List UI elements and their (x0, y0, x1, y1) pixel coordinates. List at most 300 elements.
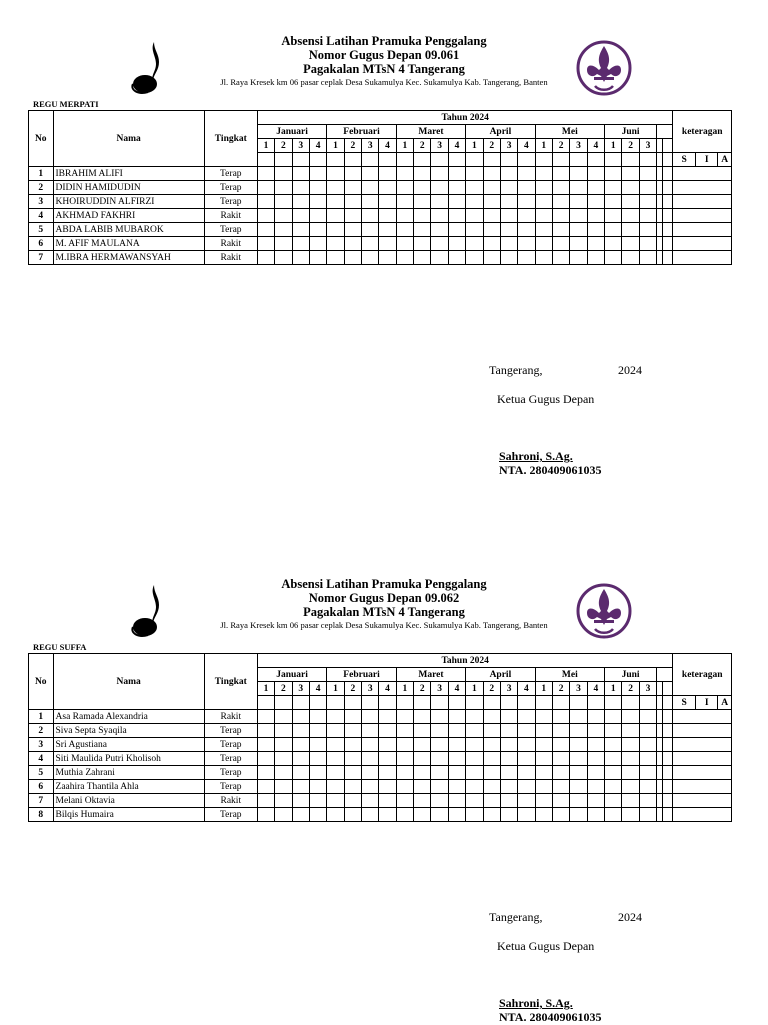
attendance-cell (275, 752, 292, 766)
month-juni: Juni (605, 125, 657, 139)
attendance-cell (344, 181, 361, 195)
row-name: ABDA LABIB MUBAROK (53, 223, 204, 237)
attendance-cell (275, 780, 292, 794)
attendance-cell (587, 209, 604, 223)
attendance-cell (570, 710, 587, 724)
signature-place (489, 910, 542, 925)
attendance-cell (327, 738, 344, 752)
attendance-cell (292, 780, 309, 794)
week-number: 1 (396, 682, 413, 696)
row-tingkat: Terap (204, 223, 257, 237)
attendance-cell (483, 710, 500, 724)
attendance-cell (292, 766, 309, 780)
attendance-cell (466, 223, 483, 237)
attendance-cell (466, 766, 483, 780)
attendance-cell (414, 808, 431, 822)
attendance-cell (605, 223, 622, 237)
attendance-cell (448, 808, 465, 822)
signature-place (489, 363, 542, 378)
blank-cell (639, 153, 656, 167)
attendance-cell (379, 251, 396, 265)
attendance-cell (309, 752, 326, 766)
attendance-cell (344, 724, 361, 738)
row-name: KHOIRUDDIN ALFIRZI (53, 195, 204, 209)
attendance-cell (663, 710, 673, 724)
attendance-cell (570, 780, 587, 794)
keterangan-cell (673, 237, 732, 251)
attendance-cell (362, 223, 379, 237)
attendance-cell (448, 181, 465, 195)
attendance-cell (570, 195, 587, 209)
attendance-cell (448, 780, 465, 794)
attendance-cell (448, 794, 465, 808)
attendance-cell (500, 195, 517, 209)
blank-cell (396, 696, 413, 710)
attendance-cell (518, 195, 535, 209)
row-tingkat: Rakit (204, 710, 257, 724)
attendance-cell (587, 724, 604, 738)
attendance-cell (362, 209, 379, 223)
week-number: 3 (362, 139, 379, 153)
attendance-cell (535, 195, 552, 209)
week-number: 2 (344, 682, 361, 696)
blank-cell (309, 153, 326, 167)
attendance-cell (466, 710, 483, 724)
attendance-cell (663, 195, 673, 209)
attendance-cell (309, 710, 326, 724)
attendance-cell (379, 724, 396, 738)
attendance-cell (483, 752, 500, 766)
month-april: April (466, 668, 535, 682)
attendance-cell (275, 710, 292, 724)
blank-cell (483, 153, 500, 167)
blank-cell (414, 696, 431, 710)
attendance-cell (448, 738, 465, 752)
attendance-cell (362, 251, 379, 265)
attendance-cell (379, 808, 396, 822)
attendance-cell (622, 752, 639, 766)
attendance-cell (414, 167, 431, 181)
attendance-cell (448, 251, 465, 265)
blank-cell (275, 696, 292, 710)
attendance-cell (396, 237, 413, 251)
attendance-cell (605, 766, 622, 780)
tunas-kelapa-icon (128, 40, 168, 96)
attendance-cell (639, 223, 656, 237)
attendance-cell (431, 724, 448, 738)
attendance-cell (552, 752, 569, 766)
attendance-cell (327, 752, 344, 766)
attendance-cell (466, 195, 483, 209)
row-name: IBRAHIM ALIFI (53, 167, 204, 181)
week-number: 3 (292, 682, 309, 696)
week-number: 3 (570, 139, 587, 153)
header-nama: Nama (53, 654, 204, 710)
attendance-cell (605, 808, 622, 822)
attendance-cell (448, 752, 465, 766)
attendance-cell (309, 195, 326, 209)
attendance-cell (639, 181, 656, 195)
attendance-cell (622, 237, 639, 251)
attendance-cell (466, 237, 483, 251)
attendance-cell (663, 223, 673, 237)
attendance-cell (379, 237, 396, 251)
attendance-cell (414, 710, 431, 724)
month-april: April (466, 125, 535, 139)
attendance-cell (362, 738, 379, 752)
attendance-cell (518, 724, 535, 738)
attendance-cell (379, 766, 396, 780)
attendance-cell (414, 251, 431, 265)
row-tingkat: Terap (204, 808, 257, 822)
attendance-cell (663, 181, 673, 195)
attendance-cell (431, 181, 448, 195)
attendance-cell (570, 181, 587, 195)
attendance-cell (466, 752, 483, 766)
row-tingkat: Terap (204, 195, 257, 209)
attendance-cell (587, 237, 604, 251)
month-januari: Januari (257, 668, 326, 682)
sia-s: S (673, 153, 695, 167)
row-number: 1 (29, 710, 54, 724)
week-number: 4 (587, 139, 604, 153)
attendance-cell (639, 724, 656, 738)
attendance-cell (396, 710, 413, 724)
attendance-cell (518, 209, 535, 223)
attendance-cell (663, 251, 673, 265)
attendance-cell (309, 223, 326, 237)
attendance-cell (431, 738, 448, 752)
attendance-cell (570, 724, 587, 738)
attendance-cell (587, 710, 604, 724)
week-number: 2 (483, 682, 500, 696)
attendance-cell (431, 780, 448, 794)
attendance-cell (309, 808, 326, 822)
attendance-cell (639, 738, 656, 752)
tunas-kelapa-icon (128, 583, 168, 639)
row-number: 2 (29, 181, 54, 195)
week-number: 4 (448, 139, 465, 153)
signer-nta (499, 1010, 601, 1025)
blank-cell (570, 153, 587, 167)
attendance-cell (466, 794, 483, 808)
attendance-cell (552, 766, 569, 780)
attendance-cell (500, 181, 517, 195)
table-row (29, 195, 732, 209)
attendance-cell (587, 808, 604, 822)
title-line-2: Nomor Gugus Depan 09.061 (308, 48, 460, 62)
attendance-cell (344, 167, 361, 181)
attendance-cell (414, 223, 431, 237)
attendance-table (28, 653, 732, 822)
attendance-cell (448, 195, 465, 209)
blank-cell (570, 696, 587, 710)
attendance-cell (500, 710, 517, 724)
table-row (29, 223, 732, 237)
attendance-cell (552, 209, 569, 223)
address: Jl. Raya Kresek km 06 pasar ceplak Desa Sukamulya Kec. Sukamulya Kab. Tangerang, Banten (220, 77, 548, 87)
attendance-cell (275, 223, 292, 237)
header-tingkat: Tingkat (204, 654, 257, 710)
week-number: 1 (396, 139, 413, 153)
attendance-cell (379, 223, 396, 237)
week-number: 2 (414, 682, 431, 696)
week-number: 3 (500, 682, 517, 696)
attendance-cell (309, 724, 326, 738)
attendance-cell (483, 181, 500, 195)
sia-a: A (718, 153, 732, 167)
attendance-cell (622, 808, 639, 822)
attendance-cell (362, 167, 379, 181)
attendance-cell (570, 738, 587, 752)
table-row (29, 710, 732, 724)
attendance-cell (605, 167, 622, 181)
attendance-cell (396, 724, 413, 738)
attendance-cell (327, 724, 344, 738)
month-februari: Februari (327, 668, 396, 682)
keterangan-cell (673, 738, 732, 752)
blank-cell (663, 696, 673, 710)
attendance-cell (327, 780, 344, 794)
attendance-cell (552, 167, 569, 181)
week-number: 2 (344, 139, 361, 153)
blank-cell (605, 153, 622, 167)
row-number: 4 (29, 752, 54, 766)
week-number: 3 (292, 139, 309, 153)
row-name: Siti Maulida Putri Kholisoh (53, 752, 204, 766)
regu-label: REGU MERPATI (33, 99, 99, 109)
attendance-cell (275, 237, 292, 251)
attendance-cell (663, 808, 673, 822)
attendance-cell (535, 808, 552, 822)
signer-nta (499, 463, 601, 478)
attendance-cell (587, 251, 604, 265)
blank-cell (379, 696, 396, 710)
attendance-cell (396, 223, 413, 237)
attendance-cell (535, 237, 552, 251)
attendance-cell (570, 167, 587, 181)
signer-name-text: Sahroni, S.Ag. (499, 996, 573, 1010)
blank-cell (466, 696, 483, 710)
attendance-cell (483, 209, 500, 223)
blank-cell (292, 696, 309, 710)
blank-cell (552, 153, 569, 167)
attendance-cell (396, 195, 413, 209)
row-number: 4 (29, 209, 54, 223)
attendance-cell (605, 710, 622, 724)
attendance-cell (431, 223, 448, 237)
attendance-cell (552, 808, 569, 822)
blank-cell (448, 696, 465, 710)
blank-cell (518, 153, 535, 167)
keterangan-cell (673, 780, 732, 794)
attendance-cell (431, 808, 448, 822)
blank-cell (448, 153, 465, 167)
attendance-cell (309, 251, 326, 265)
attendance-cell (552, 724, 569, 738)
attendance-cell (309, 209, 326, 223)
attendance-cell (257, 752, 274, 766)
table-row (29, 752, 732, 766)
attendance-cell (622, 794, 639, 808)
week-number: 2 (414, 139, 431, 153)
row-number: 5 (29, 223, 54, 237)
attendance-cell (362, 181, 379, 195)
attendance-cell (292, 195, 309, 209)
attendance-cell (396, 808, 413, 822)
attendance-cell (500, 766, 517, 780)
attendance-cell (414, 209, 431, 223)
attendance-cell (309, 167, 326, 181)
attendance-cell (362, 794, 379, 808)
blank-cell (309, 696, 326, 710)
row-tingkat: Terap (204, 738, 257, 752)
week-number: 4 (587, 682, 604, 696)
keterangan-cell (673, 794, 732, 808)
attendance-cell (292, 251, 309, 265)
week-number: 1 (535, 682, 552, 696)
week-number: 4 (448, 682, 465, 696)
attendance-cell (663, 209, 673, 223)
row-number: 6 (29, 780, 54, 794)
header-no: No (29, 111, 54, 167)
attendance-cell (257, 209, 274, 223)
attendance-cell (327, 209, 344, 223)
row-tingkat: Terap (204, 766, 257, 780)
week-number: 2 (622, 682, 639, 696)
attendance-cell (344, 237, 361, 251)
attendance-cell (622, 738, 639, 752)
attendance-cell (605, 195, 622, 209)
attendance-cell (663, 237, 673, 251)
header-tahun: Tahun 2024 (257, 111, 673, 125)
blank-cell (587, 153, 604, 167)
attendance-cell (518, 237, 535, 251)
week-number: 3 (431, 682, 448, 696)
attendance-cell (362, 710, 379, 724)
attendance-cell (396, 752, 413, 766)
week-number: 3 (570, 682, 587, 696)
attendance-cell (379, 738, 396, 752)
attendance-cell (309, 794, 326, 808)
blank-cell (327, 153, 344, 167)
attendance-cell (362, 808, 379, 822)
attendance-cell (466, 738, 483, 752)
attendance-cell (448, 710, 465, 724)
blank-cell (535, 153, 552, 167)
row-name: Siva Septa Syaqila (53, 724, 204, 738)
attendance-cell (622, 181, 639, 195)
signature-role: Ketua Gugus Depan (497, 939, 595, 953)
attendance-cell (570, 251, 587, 265)
attendance-cell (257, 780, 274, 794)
attendance-cell (292, 710, 309, 724)
attendance-cell (500, 808, 517, 822)
attendance-cell (344, 251, 361, 265)
week-number: 2 (552, 139, 569, 153)
keterangan-cell (673, 710, 732, 724)
blank-cell (431, 696, 448, 710)
attendance-cell (275, 167, 292, 181)
attendance-cell (275, 251, 292, 265)
attendance-cell (622, 710, 639, 724)
attendance-cell (535, 223, 552, 237)
attendance-cell (552, 251, 569, 265)
blank-cell (483, 696, 500, 710)
attendance-cell (663, 780, 673, 794)
month-juni: Juni (605, 668, 657, 682)
attendance-cell (396, 209, 413, 223)
attendance-cell (483, 794, 500, 808)
attendance-cell (663, 766, 673, 780)
attendance-cell (518, 808, 535, 822)
attendance-cell (275, 181, 292, 195)
attendance-cell (396, 251, 413, 265)
attendance-cell (663, 752, 673, 766)
attendance-cell (362, 724, 379, 738)
attendance-cell (639, 752, 656, 766)
attendance-cell (622, 780, 639, 794)
row-tingkat: Terap (204, 752, 257, 766)
month-januari: Januari (257, 125, 326, 139)
week-number: 1 (327, 682, 344, 696)
attendance-cell (570, 209, 587, 223)
attendance-section-2 (0, 543, 768, 1024)
attendance-cell (327, 710, 344, 724)
attendance-cell (431, 766, 448, 780)
row-number: 5 (29, 766, 54, 780)
week-number: 1 (466, 139, 483, 153)
week-spacer (663, 682, 673, 696)
attendance-cell (327, 808, 344, 822)
attendance-cell (500, 780, 517, 794)
scout-fleur-de-lis-icon (575, 579, 633, 645)
attendance-cell (552, 237, 569, 251)
week-number: 1 (257, 139, 274, 153)
attendance-cell (622, 209, 639, 223)
blank-cell (327, 696, 344, 710)
signature-role: Ketua Gugus Depan (497, 392, 595, 406)
row-tingkat: Rakit (204, 209, 257, 223)
sia-i: I (695, 153, 717, 167)
blank-cell (362, 153, 379, 167)
row-tingkat: Rakit (204, 251, 257, 265)
table-row (29, 808, 732, 822)
attendance-cell (535, 766, 552, 780)
attendance-cell (309, 780, 326, 794)
week-number: 1 (605, 682, 622, 696)
attendance-cell (587, 752, 604, 766)
attendance-cell (587, 794, 604, 808)
attendance-cell (431, 167, 448, 181)
attendance-cell (483, 251, 500, 265)
row-number: 3 (29, 195, 54, 209)
attendance-cell (327, 167, 344, 181)
keterangan-cell (673, 167, 732, 181)
attendance-cell (663, 724, 673, 738)
week-number: 2 (275, 682, 292, 696)
table-row (29, 251, 732, 265)
attendance-cell (275, 195, 292, 209)
row-number: 6 (29, 237, 54, 251)
attendance-cell (605, 237, 622, 251)
attendance-cell (466, 209, 483, 223)
keterangan-cell (673, 724, 732, 738)
attendance-cell (535, 251, 552, 265)
blank-cell (431, 153, 448, 167)
attendance-cell (414, 195, 431, 209)
blank-cell (500, 153, 517, 167)
